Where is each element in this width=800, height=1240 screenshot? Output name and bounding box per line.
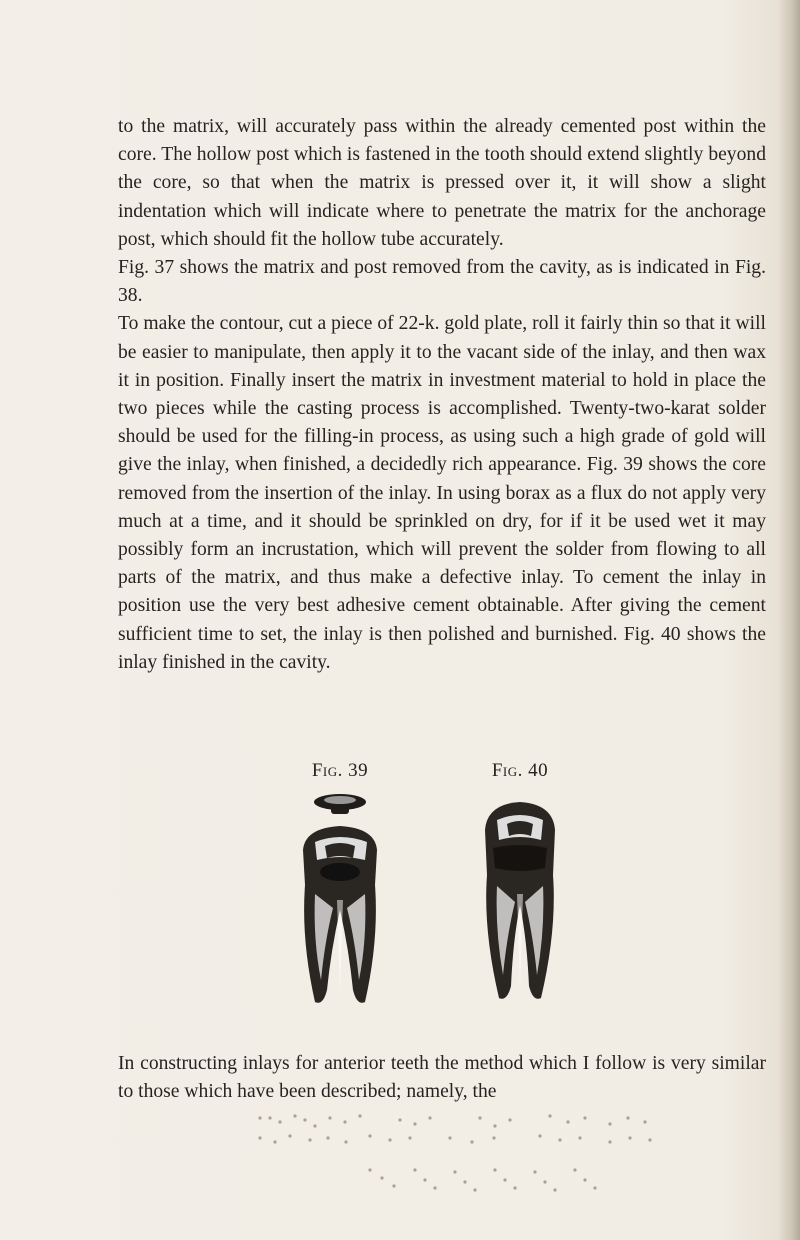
show-through-dots-icon (250, 1108, 770, 1198)
figure-39-caption: Fig. 39 (311, 760, 369, 781)
closing-text (118, 1050, 766, 1106)
closing-paragraph: In constructing inlays for anterior teeth the method which I follow is very similar to those which have been described; namely, the (118, 1053, 766, 1103)
tooth-core-removed-illustration-icon (285, 790, 395, 1010)
figure-40-caption: Fig. 40 (491, 760, 549, 781)
figure-40 (450, 760, 590, 1010)
figure-group (270, 760, 590, 1040)
tooth-inlay-finished-illustration-icon (465, 790, 575, 1010)
paragraph-3: To make the contour, cut a piece of 22-k. gold plate, roll it fairly thin so that it will be easier to manipulate, then apply it to the vacant side of the inlay, and then wax it in position. Finally insert the matrix in investment material to hold in place the two pieces while the casting process is accomplished. Twenty-two-karat solder should be used for the filling-in process, as using such a high grade of gold will give the inlay, when finished, a decidedly rich appearance. Fig. 39 shows the core removed from the insertion of the inlay. In using borax as a flux do not apply very much at a time, and it should be sprinkled on dry, for if it be used wet it may possibly form an incrustation, which will prevent the solder from flowing to all parts of the matrix, and thus make a defective inlay. To cement the inlay in position use the very best adhesive cement obtainable. After giving the cement sufficient time to set, the inlay is then polished and burnished. Fig. 40 shows the inlay finished in the cavity. (118, 313, 766, 673)
paragraph-1: to the matrix, will accurately pass within the already cemented post within the core. The hollow post which is fastened in the tooth should extend slightly beyond the core, so that when the matrix is pressed over it, it will show a slight indentation which will indicate where to penetrate the matrix for the anchorage post, which should fit the hollow tube accurately. (118, 116, 766, 250)
figure-39 (270, 760, 410, 1010)
body-text (118, 113, 766, 677)
paragraph-2: Fig. 37 shows the matrix and post removed from the cavity, as is indicated in Fig. 38. (118, 257, 766, 307)
page-edge-shadow (778, 0, 800, 1240)
